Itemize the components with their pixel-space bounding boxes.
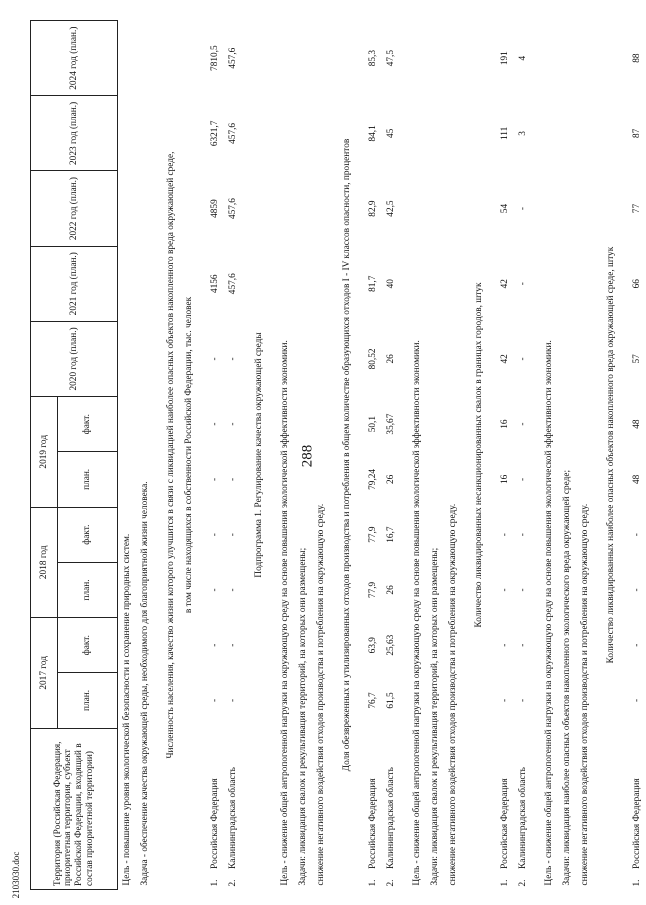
row-value-cell: - [631, 643, 642, 647]
row-value-cell: 4 [517, 55, 528, 61]
row-value-cell: 85,3 [367, 50, 378, 67]
row-value-cell: 82,9 [367, 200, 378, 217]
table-header [31, 21, 118, 890]
row-value-cell: 457,6 [227, 47, 238, 69]
row-value-cell: 63,9 [367, 637, 378, 654]
row-territory-name: Российская Федерация [631, 778, 642, 869]
row-value-cell: 76,7 [367, 692, 378, 709]
row-number: 2. [385, 879, 396, 887]
row-value-cell: 77 [631, 203, 642, 214]
indicator2-rows [364, 21, 400, 890]
row-value-cell: - [227, 357, 238, 361]
header-2024: 2024 год (план.) [31, 21, 118, 96]
indicator1-title-line2: в том числе находящихся в собственности Российской Федерации, тыс. человек [183, 296, 194, 614]
row-value-cell: - [499, 533, 510, 537]
block3-task2: снижение негативного воздействия отходов производства и потребления на окружающую среду. [447, 503, 458, 886]
page-number: 288 [299, 444, 316, 468]
header-2017-fact: факт. [58, 618, 118, 673]
block4-goal: Цель - снижение общей антропогенной нагрузки на окружающую среду на основе повышения экологической эффективности экономики. [543, 340, 554, 886]
indicator4-rows [628, 21, 646, 890]
row-number: 1. [499, 879, 510, 887]
row-value-cell: 6321,7 [209, 120, 220, 147]
row-territory-name: Российская Федерация [367, 778, 378, 869]
row-territory-name: Калининградская область [227, 767, 238, 869]
row-value-cell: 48 [631, 474, 642, 485]
row-value-cell: - [209, 477, 220, 481]
rotated-table-page [30, 20, 642, 890]
row-value-cell: 80,52 [367, 348, 378, 370]
row-value-cell: - [227, 698, 238, 702]
row-value-cell: 61,5 [385, 692, 396, 709]
header-2022: 2022 год (план.) [31, 171, 118, 246]
header-2020: 2020 год (план.) [31, 321, 118, 396]
row-value-cell: 81,7 [367, 275, 378, 292]
row-value-cell: 191 [499, 51, 510, 66]
row-value-cell: 457,6 [227, 273, 238, 295]
intro-task: Задача - обеспечение качества окружающей среды, необходимого для благоприятной жизни человека. [139, 481, 150, 886]
row-value-cell: 26 [385, 585, 396, 595]
row-value-cell: - [517, 207, 528, 211]
row-value-cell: - [499, 698, 510, 702]
row-value-cell: 16 [499, 474, 510, 485]
row-value-cell: 4156 [209, 274, 220, 294]
row-number: 1. [209, 879, 220, 887]
intro-goal: Цель - повышение уровня экологической безопасности и сохранение природных систем. [121, 533, 132, 886]
block4-task1: Задачи: ликвидация наиболее опасных объектов накопленного экологического вреда окружающей среде; [561, 469, 572, 886]
row-value-cell: 57 [631, 354, 642, 364]
indicator3-title: Количество ликвидированных несанкционированных свалок в границах городов, штук [473, 282, 484, 628]
row-value-cell: - [209, 643, 220, 647]
table-row [514, 21, 532, 890]
row-territory-name: Российская Федерация [499, 778, 510, 869]
row-value-cell: 3 [517, 131, 528, 136]
row-number: 2. [517, 879, 528, 887]
row-value-cell: - [631, 533, 642, 537]
row-value-cell: 25,63 [385, 634, 396, 656]
table-row [206, 21, 224, 890]
row-value-cell: - [631, 698, 642, 702]
row-value-cell: - [517, 282, 528, 286]
row-value-cell: 42 [499, 354, 510, 364]
header-2017-plan: план. [58, 673, 118, 728]
row-value-cell: - [209, 588, 220, 592]
table-row [382, 21, 400, 890]
row-value-cell: 84,1 [367, 125, 378, 142]
header-2017: 2017 год [31, 618, 58, 729]
row-value-cell: - [209, 422, 220, 426]
row-value-cell: - [499, 643, 510, 647]
row-value-cell: 42 [499, 279, 510, 289]
row-value-cell: - [517, 357, 528, 361]
row-value-cell: - [517, 477, 528, 481]
footer-document-code: 2103030.doc [11, 851, 21, 899]
row-value-cell: - [517, 643, 528, 647]
row-value-cell: 26 [385, 354, 396, 364]
row-value-cell: 42,5 [385, 200, 396, 217]
row-value-cell: - [227, 643, 238, 647]
row-value-cell: - [227, 533, 238, 537]
row-value-cell: - [209, 533, 220, 537]
row-value-cell: 87 [631, 128, 642, 139]
indicator4-title: Количество ликвидированных наиболее опасных объектов накопленного вреда окружающей среде, штук [605, 246, 616, 664]
row-number: 1. [631, 879, 642, 887]
header-2018: 2018 год [31, 507, 58, 618]
row-value-cell: 66 [631, 279, 642, 289]
block3-task1: Задачи: ликвидация свалок и рекультивация территорий, на которых они размещены; [429, 547, 440, 886]
row-value-cell: - [517, 422, 528, 426]
header-2019-fact: факт. [58, 396, 118, 451]
row-value-cell: 26 [385, 474, 396, 485]
indicator2-title: Доля обезвреженных и утилизированных отходов производства и потребления в общем количестве образующихся отходов I - IV классов опасности, процентов [341, 138, 352, 772]
header-territory: Территория (Российская Федерация, приоритетная территория, субъект Российской Федерации, входящий в состав приоритетной территории) [31, 728, 118, 889]
block3-goal: Цель - снижение общей антропогенной нагрузки на окружающую среду на основе повышения экологической эффективности экономики. [411, 340, 422, 886]
row-value-cell: 47,5 [385, 50, 396, 67]
row-value-cell: - [517, 588, 528, 592]
table-row [628, 21, 646, 890]
row-value-cell: 48 [631, 419, 642, 429]
row-territory-name: Калининградская область [385, 767, 396, 869]
header-2018-fact: факт. [58, 507, 118, 562]
table-row [224, 21, 242, 890]
header-2019-plan: план. [58, 452, 118, 507]
subprogram-title: Подпрограмма 1. Регулирование качества окружающей среды [253, 332, 264, 578]
indicator3-rows [496, 21, 532, 890]
subprogram-goal: Цель - снижение общей антропогенной нагрузки на окружающую среду на основе повышения экологической эффективности экономики. [279, 340, 290, 886]
row-value-cell: 4859 [209, 199, 220, 218]
subprogram-task1: Задачи: ликвидация свалок и рекультивация территорий, на которых они размещены; [297, 547, 308, 886]
row-value-cell: - [209, 357, 220, 361]
header-2021: 2021 год (план.) [31, 246, 118, 321]
row-territory-name: Калининградская область [517, 767, 528, 869]
row-value-cell: 457,6 [227, 122, 238, 144]
row-value-cell: - [517, 698, 528, 702]
row-value-cell: 54 [499, 203, 510, 214]
row-number: 1. [367, 879, 378, 887]
header-2019: 2019 год [31, 396, 58, 507]
block4-task2: снижение негативного воздействия отходов производства и потребления на окружающую среду. [579, 503, 590, 886]
row-value-cell: - [499, 588, 510, 592]
row-value-cell: 40 [385, 279, 396, 289]
row-value-cell: 77,9 [367, 581, 378, 599]
row-value-cell: 45 [385, 128, 396, 139]
row-value-cell: - [631, 588, 642, 592]
row-value-cell: 50,1 [367, 415, 378, 433]
row-value-cell: 16 [499, 419, 510, 429]
row-territory-name: Российская Федерация [209, 778, 220, 869]
row-value-cell: 88 [631, 53, 642, 63]
indicator1-rows [206, 21, 242, 890]
row-value-cell: - [227, 477, 238, 481]
row-value-cell: 35,67 [385, 413, 396, 435]
row-value-cell: 111 [499, 126, 510, 141]
row-value-cell: 77,9 [367, 526, 378, 543]
table-row [496, 21, 514, 890]
row-number: 2. [227, 879, 238, 887]
row-value-cell: 457,6 [227, 198, 238, 220]
header-2023: 2023 год (план.) [31, 96, 118, 171]
row-value-cell: - [517, 533, 528, 537]
table-row [364, 21, 382, 890]
header-2018-plan: план. [58, 562, 118, 617]
row-value-cell: 7810,5 [209, 45, 220, 71]
row-value-cell: - [227, 588, 238, 592]
subprogram-task2: снижение негативного воздействия отходов производства и потребления на окружающую среду. [315, 503, 326, 886]
row-value-cell: - [227, 422, 238, 426]
row-value-cell: - [209, 698, 220, 702]
row-value-cell: 16,7 [385, 526, 396, 543]
row-value-cell: 79,24 [367, 468, 378, 490]
indicator1-title-line1: Численность населения, качество жизни которого улучшится в связи с ликвидацией наиболее опасных объектов накопленного вреда окружающей среде, [165, 151, 176, 759]
indicators-table [30, 20, 646, 890]
